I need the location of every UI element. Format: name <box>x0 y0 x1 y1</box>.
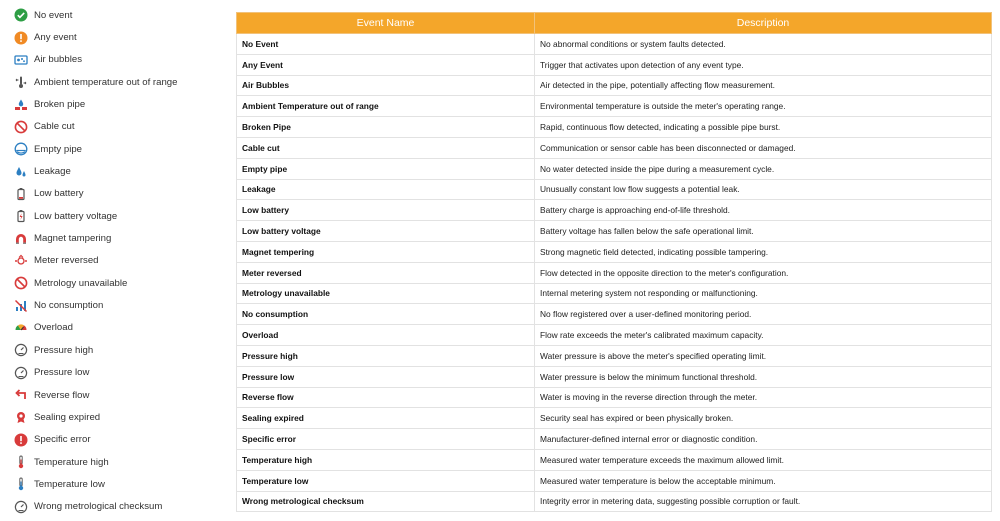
legend-item-label: Specific error <box>34 434 91 446</box>
legend-item-specific-error <box>14 429 229 451</box>
legend-item-magnet-tampering <box>14 227 229 249</box>
legend-item-any-event <box>14 26 229 48</box>
legend-item-temperature-high <box>14 451 229 473</box>
legend-item-label: Cable cut <box>34 121 75 133</box>
legend-item-label: Metrology unavailable <box>34 277 128 289</box>
legend-item-metrology-unavailable <box>14 272 229 294</box>
table-row <box>237 137 992 158</box>
event-description-cell: Strong magnetic field detected, indicating possible tampering. <box>535 241 992 262</box>
legend-item-pressure-high <box>14 339 229 361</box>
check-circle-icon <box>14 8 28 22</box>
table-body <box>237 34 992 512</box>
air-bubbles-icon <box>14 53 28 67</box>
legend-item-label: Leakage <box>34 166 71 178</box>
table-row <box>237 221 992 242</box>
event-name-cell: Empty pipe <box>237 158 535 179</box>
event-name-cell: Low battery <box>237 200 535 221</box>
legend-item-label: Ambient temperature out of range <box>34 76 178 88</box>
event-description-cell: Water is moving in the reverse direction through the meter. <box>535 387 992 408</box>
event-name-cell: No Event <box>237 34 535 55</box>
event-description-cell: No abnormal conditions or system faults detected. <box>535 34 992 55</box>
table-row <box>237 54 992 75</box>
event-description-cell: Security seal has expired or been physically broken. <box>535 408 992 429</box>
table-row <box>237 262 992 283</box>
event-name-cell: Broken Pipe <box>237 117 535 138</box>
event-name-cell: Meter reversed <box>237 262 535 283</box>
events-table <box>236 12 992 512</box>
event-description-cell: Flow rate exceeds the meter's calibrated maximum capacity. <box>535 325 992 346</box>
legend-item-label: Magnet tampering <box>34 233 112 245</box>
table-row <box>237 96 992 117</box>
exclamation-circle-icon <box>14 31 28 45</box>
event-description-cell: Rapid, continuous flow detected, indicating a possible pipe burst. <box>535 117 992 138</box>
legend-item-low-battery <box>14 183 229 205</box>
legend-item-meter-reversed <box>14 250 229 272</box>
table-row <box>237 408 992 429</box>
table-row <box>237 179 992 200</box>
event-description-cell: Air detected in the pipe, potentially affecting flow measurement. <box>535 75 992 96</box>
event-name-cell: No consumption <box>237 304 535 325</box>
legend-item-label: Empty pipe <box>34 143 82 155</box>
event-name-cell: Magnet tempering <box>237 241 535 262</box>
table-row <box>237 325 992 346</box>
legend-item-cable-cut <box>14 116 229 138</box>
event-description-cell: Trigger that activates upon detection of any event type. <box>535 54 992 75</box>
thermometer-arrows-icon <box>14 75 28 89</box>
event-description-cell: Internal metering system not responding or malfunctioning. <box>535 283 992 304</box>
legend-item-label: Pressure low <box>34 367 90 379</box>
table-row <box>237 387 992 408</box>
table-row <box>237 449 992 470</box>
event-description-cell: Flow detected in the opposite direction to the meter's configuration. <box>535 262 992 283</box>
seal-icon <box>14 410 28 424</box>
legend-item-label: Low battery voltage <box>34 210 118 222</box>
legend-item-no-event <box>14 4 229 26</box>
table-row <box>237 241 992 262</box>
table-row <box>237 304 992 325</box>
pressure-gauge-icon <box>14 343 28 357</box>
event-name-cell: Sealing expired <box>237 408 535 429</box>
event-description-cell: No water detected inside the pipe during a measurement cycle. <box>535 158 992 179</box>
event-name-cell: Temperature high <box>237 449 535 470</box>
event-description-cell: Unusually constant low flow suggests a potential leak. <box>535 179 992 200</box>
legend-item-sealing-expired <box>14 406 229 428</box>
table-row <box>237 200 992 221</box>
magnet-icon <box>14 232 28 246</box>
legend-item-label: No event <box>34 9 73 21</box>
legend-item-label: Any event <box>34 32 77 44</box>
prohibited-icon <box>14 276 28 290</box>
event-name-cell: Air Bubbles <box>237 75 535 96</box>
pressure-gauge-icon <box>14 500 28 514</box>
event-name-cell: Reverse flow <box>237 387 535 408</box>
column-header-event-name: Event Name <box>237 13 535 34</box>
event-description-cell: Water pressure is above the meter's specified operating limit. <box>535 345 992 366</box>
table-row <box>237 75 992 96</box>
legend-item-pressure-low <box>14 362 229 384</box>
battery-bolt-icon <box>14 209 28 223</box>
legend-item-label: Low battery <box>34 188 84 200</box>
table-row <box>237 366 992 387</box>
empty-pipe-icon <box>14 142 28 156</box>
event-name-cell: Specific error <box>237 429 535 450</box>
legend-item-label: Sealing expired <box>34 411 101 423</box>
thermometer-icon <box>14 455 28 469</box>
broken-pipe-icon <box>14 98 28 112</box>
event-name-cell: Low battery voltage <box>237 221 535 242</box>
event-name-cell: Temperature low <box>237 470 535 491</box>
event-description-cell: Battery charge is approaching end-of-life threshold. <box>535 200 992 221</box>
exclamation-circle-icon <box>14 433 28 447</box>
event-name-cell: Overload <box>237 325 535 346</box>
table-row <box>237 429 992 450</box>
prohibited-icon <box>14 120 28 134</box>
event-description-cell: Communication or sensor cable has been disconnected or damaged. <box>535 137 992 158</box>
event-legend <box>14 4 229 518</box>
legend-item-low-battery-voltage <box>14 205 229 227</box>
gauge-icon <box>14 321 28 335</box>
event-description-cell: Integrity error in metering data, suggesting possible corruption or fault. <box>535 491 992 512</box>
legend-item-wrong-metrological-checksum <box>14 496 229 518</box>
event-name-cell: Any Event <box>237 54 535 75</box>
event-description-cell: Battery voltage has fallen below the safe operational limit. <box>535 221 992 242</box>
legend-item-label: Overload <box>34 322 73 334</box>
bar-chart-slash-icon <box>14 299 28 313</box>
legend-item-label: Pressure high <box>34 344 94 356</box>
legend-item-label: Broken pipe <box>34 99 86 111</box>
table-row <box>237 470 992 491</box>
event-description-cell: Manufacturer-defined internal error or diagnostic condition. <box>535 429 992 450</box>
event-description-cell: Environmental temperature is outside the meter's operating range. <box>535 96 992 117</box>
legend-item-air-bubbles <box>14 49 229 71</box>
water-drops-icon <box>14 165 28 179</box>
table-row <box>237 34 992 55</box>
table-row <box>237 345 992 366</box>
legend-item-label: Temperature high <box>34 456 109 468</box>
legend-item-label: Reverse flow <box>34 389 90 401</box>
reverse-arrow-icon <box>14 388 28 402</box>
legend-item-reverse-flow <box>14 384 229 406</box>
legend-item-ambient-temperature-out-of-range <box>14 71 229 93</box>
event-name-cell: Leakage <box>237 179 535 200</box>
column-header-description: Description <box>535 13 992 34</box>
meter-reversed-icon <box>14 254 28 268</box>
legend-item-label: No consumption <box>34 300 104 312</box>
legend-item-leakage <box>14 160 229 182</box>
legend-item-overload <box>14 317 229 339</box>
legend-item-broken-pipe <box>14 93 229 115</box>
event-name-cell: Pressure high <box>237 345 535 366</box>
legend-item-no-consumption <box>14 294 229 316</box>
event-name-cell: Pressure low <box>237 366 535 387</box>
table-row <box>237 117 992 138</box>
legend-item-temperature-low <box>14 473 229 495</box>
event-description-cell: No flow registered over a user-defined monitoring period. <box>535 304 992 325</box>
event-name-cell: Wrong metrological checksum <box>237 491 535 512</box>
event-name-cell: Ambient Temperature out of range <box>237 96 535 117</box>
legend-item-empty-pipe <box>14 138 229 160</box>
legend-item-label: Wrong metrological checksum <box>34 501 163 513</box>
legend-item-label: Temperature low <box>34 478 105 490</box>
thermometer-icon <box>14 477 28 491</box>
battery-low-icon <box>14 187 28 201</box>
table-row <box>237 283 992 304</box>
pressure-gauge-icon <box>14 366 28 380</box>
event-name-cell: Metrology unavailable <box>237 283 535 304</box>
event-name-cell: Cable cut <box>237 137 535 158</box>
legend-item-label: Air bubbles <box>34 54 82 66</box>
event-description-cell: Measured water temperature is below the acceptable minimum. <box>535 470 992 491</box>
event-description-cell: Water pressure is below the minimum functional threshold. <box>535 366 992 387</box>
legend-item-label: Meter reversed <box>34 255 99 267</box>
event-description-cell: Measured water temperature exceeds the maximum allowed limit. <box>535 449 992 470</box>
table-header-row <box>237 13 992 34</box>
table-row <box>237 491 992 512</box>
table-row <box>237 158 992 179</box>
